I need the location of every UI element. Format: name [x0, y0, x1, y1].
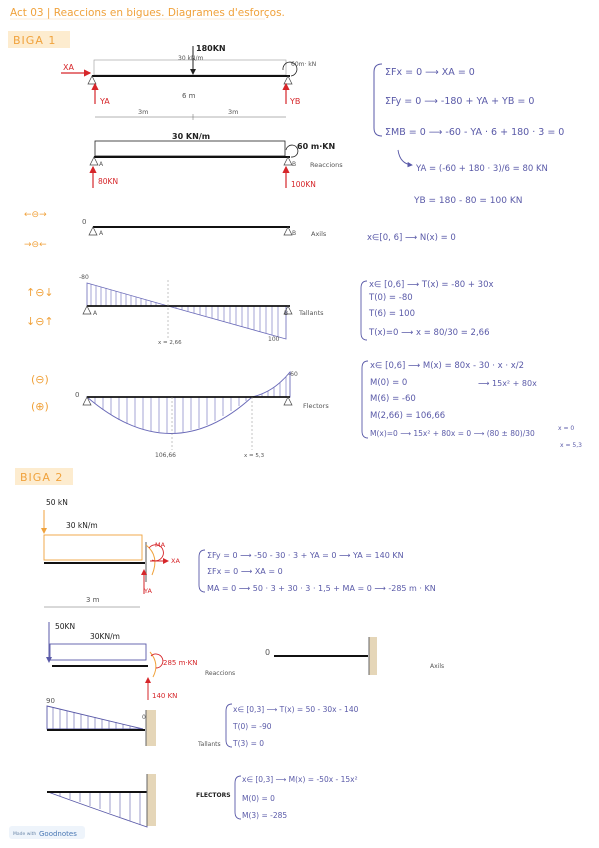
moment-root-1: x = 0 — [558, 425, 575, 432]
moment-eq-2: ⟶ 15x² + 80x — [478, 379, 537, 388]
moment-eq-4: M(6) = -60 — [370, 394, 416, 404]
moment-label: 60m· kN — [291, 61, 317, 68]
dist-load-box — [94, 60, 286, 75]
shear-support-a — [83, 306, 91, 314]
b2-span-label: 3 m — [86, 596, 100, 604]
page-title: Act 03 | Reaccions en bigues. Diagrames d'esforços. — [10, 7, 285, 19]
biga1-side-symbols — [24, 210, 54, 413]
xa-label: XA — [63, 63, 74, 72]
shear-eq-1: x∈ [0,6] ⟶ T(x) = -80 + 30x — [369, 280, 494, 290]
badge-prefix: Made with — [13, 832, 37, 837]
badge-brand: Goodnotes — [39, 830, 77, 838]
b2-axil-wall — [369, 637, 377, 675]
b2-shear-wall — [146, 710, 156, 746]
moment-eq-1: x∈ [0,6] ⟶ M(x) = 80x - 30 · x · x/2 — [370, 361, 525, 371]
moment-support-a — [83, 397, 91, 405]
eq-ya: YA = (-60 + 180 · 3)/6 = 80 KN — [416, 164, 548, 174]
b2-point-label: 50 kN — [46, 498, 68, 507]
b2-ma-label: MA — [155, 541, 166, 549]
sym-shear-1: ↑⊖↓ — [26, 286, 54, 299]
axil-node-b: B — [292, 230, 297, 237]
b2r-label: Reaccions — [205, 670, 236, 677]
biga2-label: BIGA 2 — [20, 471, 64, 484]
b2-ya-label: YA — [144, 587, 152, 595]
b2-axil-label: Axils — [430, 663, 445, 670]
b2-moment-label: FLECTORS — [196, 792, 231, 799]
sym-moment-2: (⊕) — [31, 400, 49, 413]
seg1-label: 3m — [138, 108, 149, 116]
b2r-ra-label: 140 KN — [152, 692, 178, 700]
reac-ra-label: 80KN — [98, 177, 119, 186]
moment-x-zero: x = 5,3 — [244, 453, 265, 459]
b2-eq-fx: ΣFx = 0 ⟶ XA = 0 — [207, 567, 283, 576]
reac-moment-label: 60 m·KN — [297, 142, 336, 151]
axil-support-a — [89, 227, 97, 235]
moment-pos-area — [87, 397, 252, 434]
moment-label: Flectors — [303, 402, 329, 410]
b2-eq-brace — [199, 550, 205, 592]
shear-v-right: 100 — [268, 336, 280, 343]
ya-label: YA — [100, 97, 110, 106]
biga2-equilibrium — [199, 550, 436, 593]
b2-dist-load-box — [44, 535, 142, 560]
axil-label: Axils — [311, 230, 327, 238]
b2-eq-fy: ΣFy = 0 ⟶ -50 - 30 · 3 + YA = 0 ⟶ YA = 140 KN — [207, 551, 404, 560]
reac-dist-load-box — [95, 141, 285, 156]
b2-moment-brace — [235, 776, 241, 819]
sym-shear-2: ↓⊖↑ — [26, 315, 54, 328]
axil-node-a: A — [99, 230, 104, 237]
b2r-point-label: 50KN — [55, 622, 76, 631]
eq-fx: ΣFx = 0 ⟶ XA = 0 — [385, 67, 475, 78]
b2-moment-wall — [147, 774, 156, 826]
span-label: 6 m — [182, 92, 196, 100]
b2-moment-eq-1: x∈ [0,3] ⟶ M(x) = -50x - 15x² — [242, 775, 358, 784]
support-a — [88, 76, 96, 84]
b2r-dist-label: 30KN/m — [90, 632, 120, 641]
moment-right: -60 — [288, 371, 298, 378]
moment-hatch — [95, 377, 286, 433]
b2-moment-eq-3: M(3) = -285 — [242, 811, 288, 820]
biga1-axils-diagram — [82, 218, 456, 243]
moment-root-2: x = 5,3 — [560, 442, 582, 449]
moment-eq-3: M(0) = 0 — [370, 378, 408, 388]
moment-zero: 0 — [75, 391, 80, 399]
axil-zero: 0 — [82, 218, 87, 226]
reac-support-b — [284, 157, 292, 165]
shear-neg-area — [87, 283, 168, 306]
b2-shear-eq-3: T(3) = 0 — [233, 739, 265, 748]
biga2-beam-diagram — [44, 498, 180, 607]
sym-axil-1: ←⊖→ — [24, 210, 47, 220]
b2r-dist-load-box — [50, 644, 146, 660]
axil-eq: x∈[0, 6] ⟶ N(x) = 0 — [367, 233, 456, 243]
shear-node-a: A — [93, 310, 98, 317]
shear-eq-4: T(x)=0 ⟶ x = 80/30 = 2,66 — [369, 328, 490, 338]
eq-mb: ΣMB = 0 ⟶ -60 - YA · 6 + 180 · 3 = 0 — [385, 127, 565, 138]
b2-axil-zero: 0 — [265, 648, 271, 657]
b2-dist-label: 30 kN/m — [66, 521, 98, 530]
eq-yb: YB = 180 - 80 = 100 KN — [414, 196, 523, 206]
moment-eq-6: M(x)=0 ⟶ 15x² + 80x = 0 ⟶ (80 ± 80)/30 — [370, 429, 535, 438]
axil-support-b — [284, 227, 292, 235]
biga2-tallants-diagram — [46, 697, 359, 748]
shear-eq-2: T(0) = -80 — [369, 293, 413, 303]
biga2-flectors-diagram — [47, 774, 358, 827]
moment-max-value: 106,66 — [155, 452, 176, 459]
goodnotes-badge — [9, 826, 85, 839]
reac-node-b: B — [292, 161, 297, 168]
eq-brace — [374, 64, 382, 136]
reac-support-a — [90, 157, 98, 165]
seg2-label: 3m — [228, 108, 239, 116]
shear-x-zero: x = 2,66 — [158, 340, 182, 346]
b2-shear-zero: 0 — [142, 714, 146, 721]
reac-rb-label: 100KN — [291, 180, 316, 189]
eq-fy: ΣFy = 0 ⟶ -180 + YA + YB = 0 — [385, 96, 535, 107]
b2r-moment-label: 285 m·KN — [163, 659, 198, 667]
shear-pos-area — [168, 306, 289, 339]
moment-eq-5: M(2,66) = 106,66 — [370, 411, 446, 421]
shear-eq-3: T(6) = 100 — [369, 309, 415, 319]
shear-node-b: B — [284, 310, 289, 317]
reac-node-a: A — [99, 161, 104, 168]
moment-neg-area — [252, 372, 290, 397]
reac-label: Reaccions — [310, 161, 343, 169]
moment-support-b — [284, 397, 292, 405]
shear-eq-brace — [361, 281, 367, 340]
sym-axil-2: →⊖← — [24, 240, 47, 250]
support-b — [284, 76, 292, 84]
shear-label: Tallants — [299, 309, 324, 317]
b2-moment-eq-2: M(0) = 0 — [242, 794, 275, 803]
biga1-beam-diagram — [61, 44, 316, 120]
biga2-axils-diagram — [265, 637, 444, 675]
biga1-reaccions-diagram — [90, 132, 343, 189]
point-load-label: 180KN — [196, 44, 226, 53]
shear-v-left: -80 — [79, 274, 89, 281]
b2-shear-eq-1: x∈ [0,3] ⟶ T(x) = 50 - 30x - 140 — [233, 705, 359, 714]
b2-shear-brace — [226, 704, 232, 747]
biga2-reaccions-diagram — [49, 622, 235, 700]
biga1-tallants-diagram — [79, 274, 494, 346]
eq-ya-arrow — [398, 150, 412, 165]
b2-wall-hatch — [146, 545, 155, 575]
dist-load-label: 30 kN/m — [178, 55, 204, 62]
biga1-label: BIGA 1 — [13, 34, 57, 47]
b2-shear-label: Tallants — [198, 741, 221, 748]
sym-moment-1: (⊖) — [31, 373, 49, 386]
moment-eq-brace — [362, 361, 368, 438]
b2-moment-area — [48, 792, 147, 827]
b2-eq-ma: MA = 0 ⟶ 50 · 3 + 30 · 3 · 1,5 + MA = 0 ⟶ -285 m · KN — [207, 584, 436, 593]
biga1-flectors-diagram — [75, 361, 582, 459]
reac-dist-load-label: 30 KN/m — [172, 132, 211, 141]
yb-label: YB — [290, 97, 301, 106]
b2-shear-eq-2: T(0) = -90 — [233, 722, 272, 731]
b2-shear-left: 90 — [46, 697, 55, 705]
b2-xa-label: XA — [171, 557, 180, 565]
biga1-equilibrium — [374, 64, 564, 206]
